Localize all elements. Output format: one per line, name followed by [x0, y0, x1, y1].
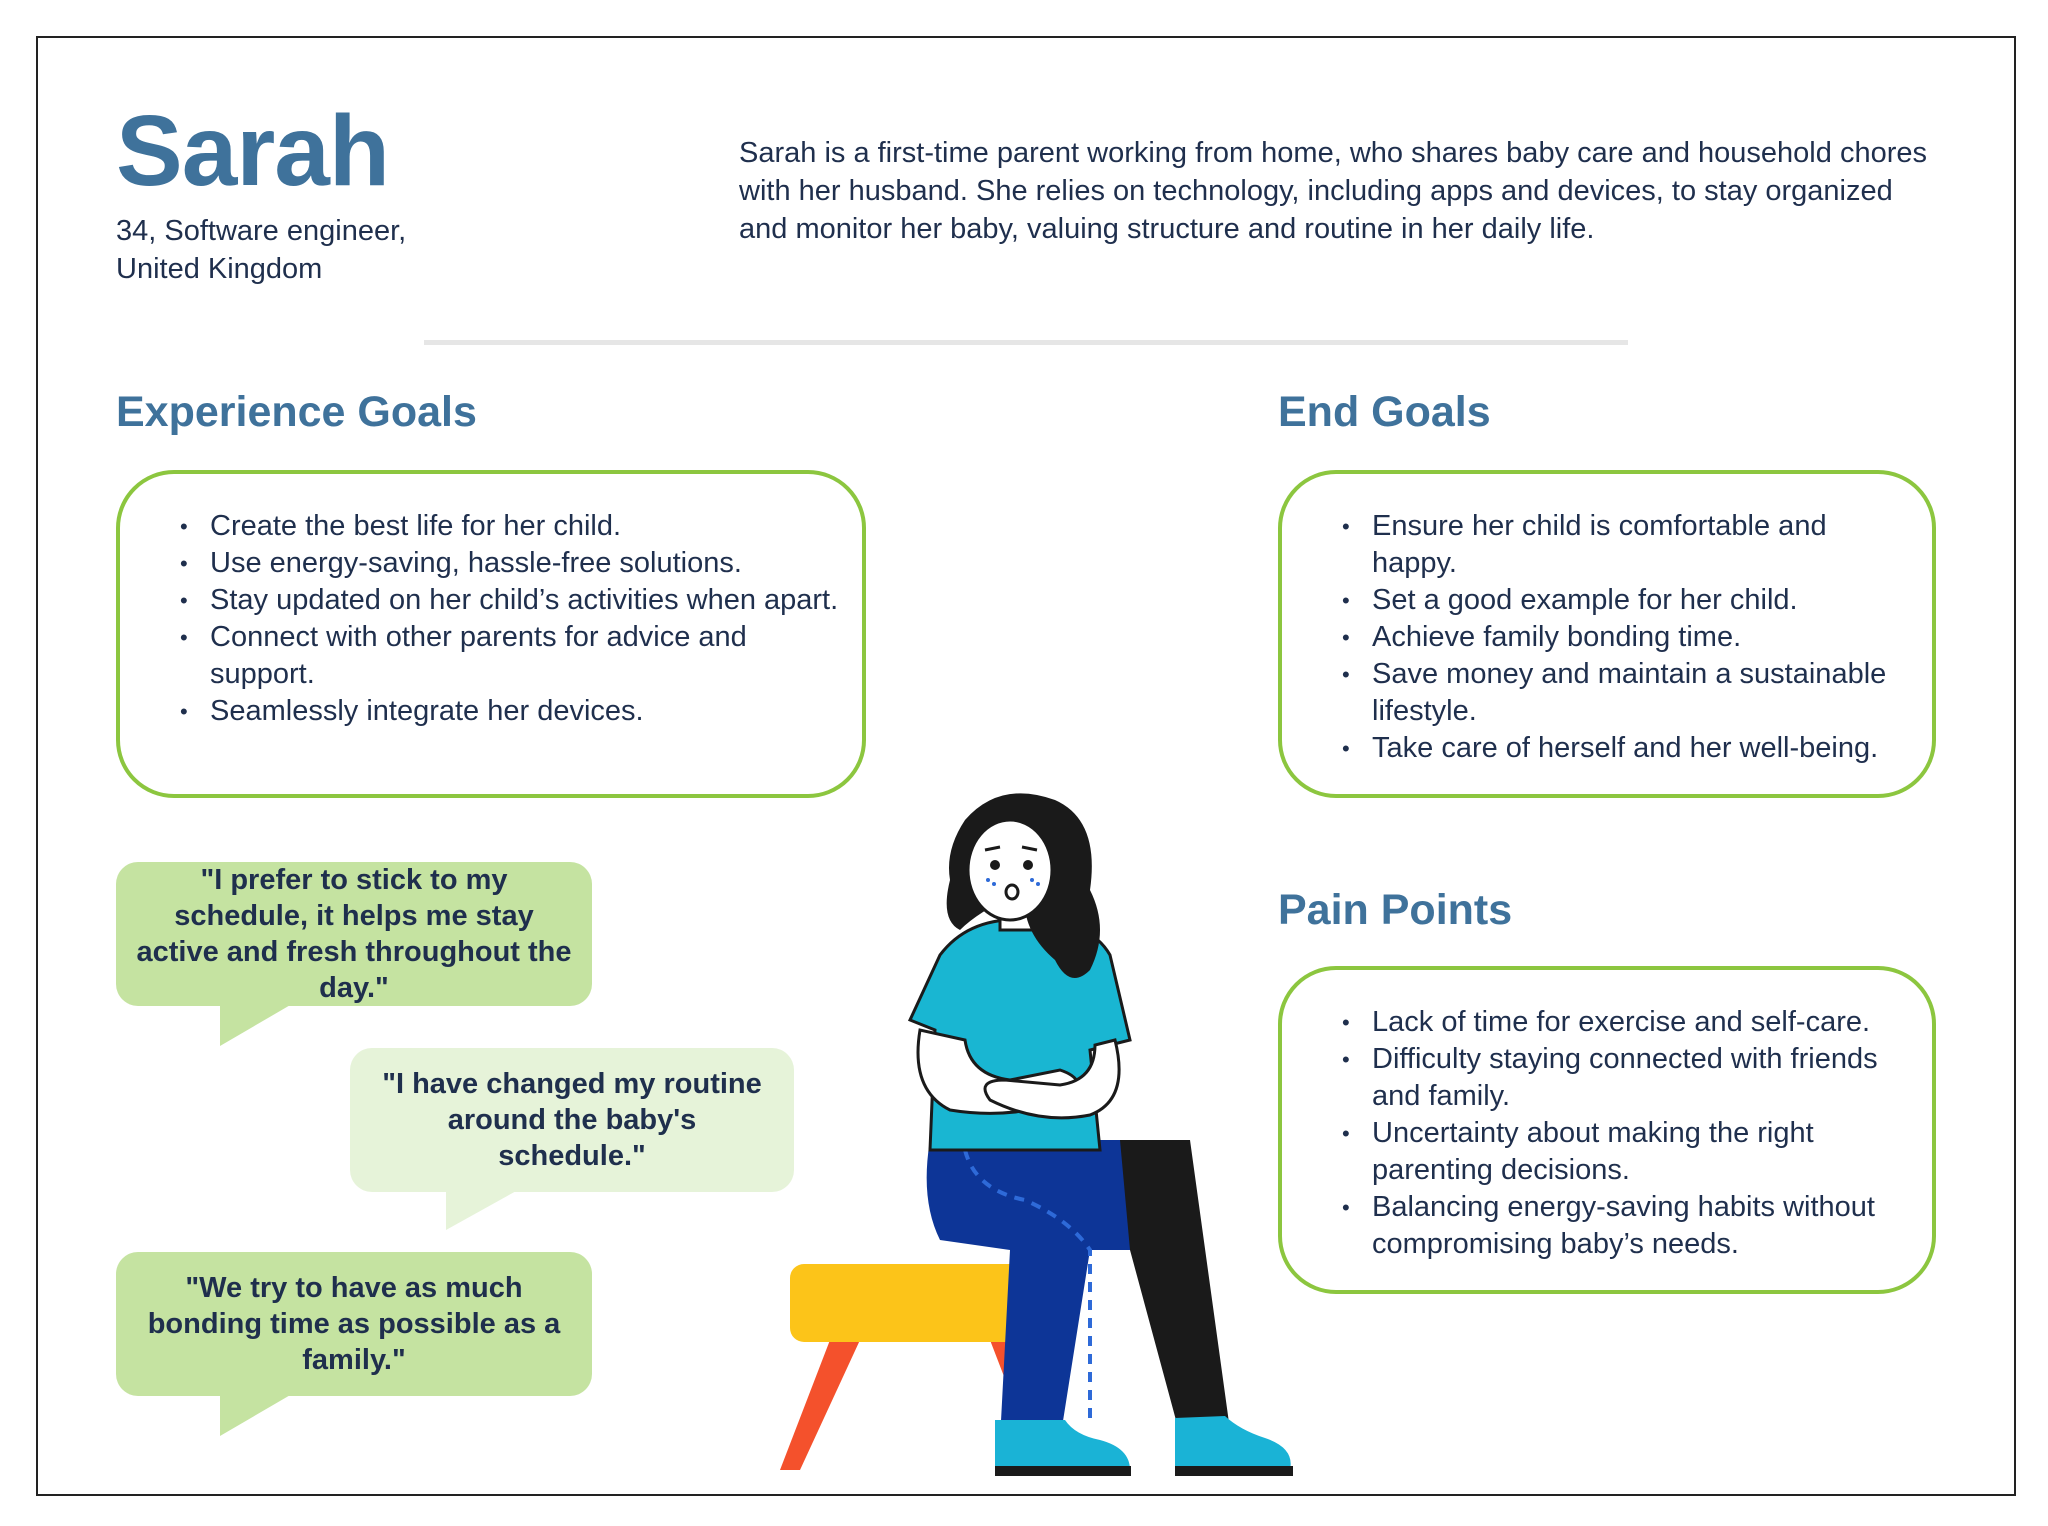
quote-bubble-tail: [446, 1190, 518, 1230]
list-item: • Balancing energy-saving habits without compromising baby’s needs.: [1372, 1189, 1912, 1263]
quote-bubble-tail: [220, 1394, 292, 1436]
list-item: • Stay updated on her child’s activities when apart.: [210, 582, 842, 619]
persona-illustration: [770, 780, 1330, 1500]
experience-goals-list: [120, 508, 862, 730]
list-item: • Create the best life for her child.: [210, 508, 842, 545]
pain-points-box: [1278, 966, 1936, 1294]
pain-points-title: Pain Points: [1278, 886, 1513, 934]
pain-points-list: [1282, 1004, 1932, 1263]
list-item: • Set a good example for her child.: [1372, 582, 1912, 619]
end-goals-title: End Goals: [1278, 388, 1491, 436]
persona-bio: Sarah is a first-time parent working from home, who shares baby care and household chores with her husband. She relies on technology, including apps and devices, to stay organized and monitor her baby, valuing structure and routine in her daily life.: [739, 137, 1927, 245]
quote-bubble: [116, 1252, 592, 1396]
list-item: • Ensure her child is comfortable and happy.: [1372, 508, 1912, 582]
list-item: • Save money and maintain a sustainable lifestyle.: [1372, 656, 1912, 730]
quote-text: "I prefer to stick to my schedule, it helps me stay active and fresh throughout the day.": [136, 864, 572, 1004]
list-item: • Seamlessly integrate her devices.: [210, 693, 842, 730]
list-item: • Lack of time for exercise and self-care.: [1372, 1004, 1912, 1041]
list-item: • Achieve family bonding time.: [1372, 619, 1912, 656]
list-item: • Difficulty staying connected with friends and family.: [1372, 1041, 1912, 1115]
quote-bubble: [350, 1048, 794, 1192]
persona-meta: 34, Software engineer, United Kingdom: [116, 215, 407, 285]
end-goals-list: [1282, 508, 1932, 767]
list-item: • Uncertainty about making the right parenting decisions.: [1372, 1115, 1912, 1189]
quote-bubble-tail: [220, 1004, 292, 1046]
quote-text: "We try to have as much bonding time as possible as a family.": [147, 1272, 561, 1376]
list-item: • Connect with other parents for advice and support.: [210, 619, 842, 693]
stool-leg: [780, 1340, 860, 1470]
list-item: • Take care of herself and her well-being.: [1372, 730, 1912, 767]
list-item: • Use energy-saving, hassle-free solutions.: [210, 545, 842, 582]
end-goals-box: [1278, 470, 1936, 798]
quote-bubble: [116, 862, 592, 1006]
header-divider: [424, 340, 1628, 345]
experience-goals-title: Experience Goals: [116, 388, 477, 436]
quote-text: "I have changed my routine around the baby's schedule.": [382, 1068, 762, 1172]
persona-name: Sarah: [116, 95, 389, 207]
experience-goals-box: [116, 470, 866, 798]
